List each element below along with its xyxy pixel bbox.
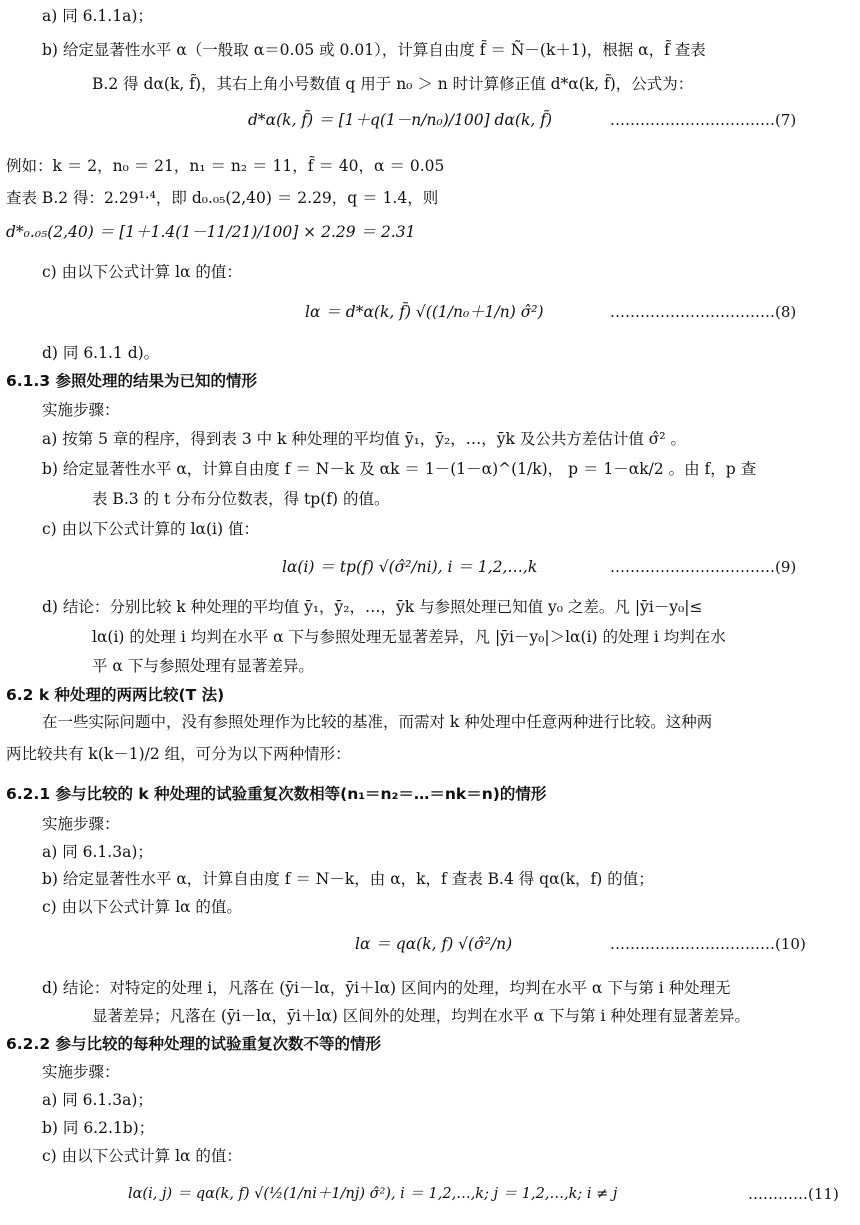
section-heading-62: 6.2 k 种处理的两两比较(T 法) [6, 686, 225, 704]
item-b-same-621b: b) 同 6.2.1b)； [42, 1119, 155, 1137]
formula-11: lα(i, j) ＝ qα(k, f) √(½(1/ni＋1/nj) σ̂²), i ＝ 1,2,…,k; j ＝ 1,2,…,k; i ≠ j [128, 1186, 618, 1202]
paragraph-62-line2: 两比较共有 k(k－1)/2 组，可分为以下两种情形： [6, 745, 351, 763]
section-heading-613: 6.1.3 参照处理的结果为已知的情形 [6, 372, 258, 390]
item-d-same-611d: d) 同 6.1.1 d)。 [42, 344, 160, 362]
example-line: 例如：k ＝ 2，n₀ ＝ 21，n₁ ＝ n₂ ＝ 11，f̃ ＝ 40，α ＝ 0.05 [6, 157, 445, 175]
table-lookup-line: 查表 B.2 得：2.29¹·⁴，即 d₀.₀₅(2,40) ＝ 2.29，q ＝ 1.4，则 [6, 189, 439, 207]
item-a-procedure: a) 按第 5 章的程序，得到表 3 中 k 种处理的平均值 ȳ₁，ȳ₂，…，ȳk 及公共方差估计值 σ̂² 。 [42, 430, 686, 448]
item-b-significance-level: b) 给定显著性水平 α（一般取 α＝0.05 或 0.01），计算自由度 f̃ ＝ Ñ－(k＋1)，根据 α，f̃ 查表 [42, 41, 706, 59]
item-a-same-611a: a) 同 6.1.1a)； [42, 7, 153, 25]
item-a-same-613a: a) 同 6.1.3a)； [42, 843, 153, 861]
item-b-q-table: b) 给定显著性水平 α，计算自由度 f ＝ N－k，由 α，k，f 查表 B.4 得 qα(k，f) 的值； [42, 870, 654, 888]
item-c-compute-l-2: c) 由以下公式计算 lα 的值。 [42, 898, 242, 916]
item-d-conclusion-3: 平 α 下与参照处理有显著差异。 [92, 657, 314, 675]
item-c-compute-l-3: c) 由以下公式计算 lα 的值： [42, 1147, 242, 1165]
example-formula: d*₀.₀₅(2,40) ＝ [1＋1.4(1－11/21)/100] × 2.29 ＝ 2.31 [6, 223, 416, 241]
item-d-conclusion-2: lα(i) 的处理 i 均判在水平 α 下与参照处理无显著差异，凡 |ȳi－y₀|＞lα(i) 的处理 i 均判在水 [92, 628, 726, 646]
equation-number-10: ……………………………(10) [610, 935, 806, 953]
formula-9: lα(i) ＝ tp(f) √(σ̂²/ni), i ＝ 1,2,…,k [282, 558, 538, 576]
item-d-conclusion-621: d) 结论：对特定的处理 i，凡落在 (ȳi－lα，ȳi＋lα) 区间内的处理，均判在水平 α 下与第 i 种处理无 [42, 979, 731, 997]
equation-number-7: ……………………………(7) [610, 111, 797, 129]
formula-10: lα ＝ qα(k, f) √(σ̂²/n) [355, 935, 513, 953]
procedure-label-3: 实施步骤： [42, 1063, 120, 1081]
procedure-label: 实施步骤： [42, 401, 120, 419]
item-a-same-613a-2: a) 同 6.1.3a)； [42, 1091, 153, 1109]
item-c-compute-li: c) 由以下公式计算的 lα(i) 值： [42, 520, 259, 538]
item-d-conclusion-621-2: 显著差异；凡落在 (ȳi－lα，ȳi＋lα) 区间外的处理，均判在水平 α 下与第 i 种处理有显著差异。 [92, 1007, 750, 1025]
procedure-label-2: 实施步骤： [42, 815, 120, 833]
section-heading-622: 6.2.2 参与比较的每种处理的试验重复次数不等的情形 [6, 1035, 382, 1053]
formula-8: lα ＝ d*α(k, f̃) √((1/n₀＋1/n) σ̂²) [305, 303, 544, 321]
formula-7: d*α(k, f̃) ＝ [1＋q(1－n/n₀)/100] dα(k, f̃) [248, 111, 553, 129]
equation-number-9: ……………………………(9) [610, 558, 797, 576]
section-heading-621: 6.2.1 参与比较的 k 种处理的试验重复次数相等(n₁＝n₂＝…＝nk＝n)的情形 [6, 785, 547, 803]
item-b-t-distribution: b) 给定显著性水平 α，计算自由度 f ＝ N－k 及 αk ＝ 1－(1－α)^(1/k)， p ＝ 1－αk/2 。由 f，p 查 [42, 460, 757, 478]
item-b-continuation: B.2 得 dα(k, f̃)，其右上角小号数值 q 用于 n₀ ＞ n 时计算修正值 d*α(k, f̃)，公式为： [92, 75, 694, 93]
item-c-compute-l: c) 由以下公式计算 lα 的值： [42, 263, 242, 281]
item-d-conclusion: d) 结论：分别比较 k 种处理的平均值 ȳ₁，ȳ₂，…，ȳk 与参照处理已知值 y₀ 之差。凡 |ȳi－y₀|≤ [42, 598, 703, 616]
equation-number-8: ……………………………(8) [610, 303, 797, 321]
equation-number-11: …………(11) [748, 1185, 839, 1203]
paragraph-62-line1: 在一些实际问题中，没有参照处理作为比较的基准，而需对 k 种处理中任意两种进行比较。这种两 [42, 713, 713, 731]
item-b-continuation-2: 表 B.3 的 t 分布分位数表，得 tp(f) 的值。 [92, 490, 390, 508]
